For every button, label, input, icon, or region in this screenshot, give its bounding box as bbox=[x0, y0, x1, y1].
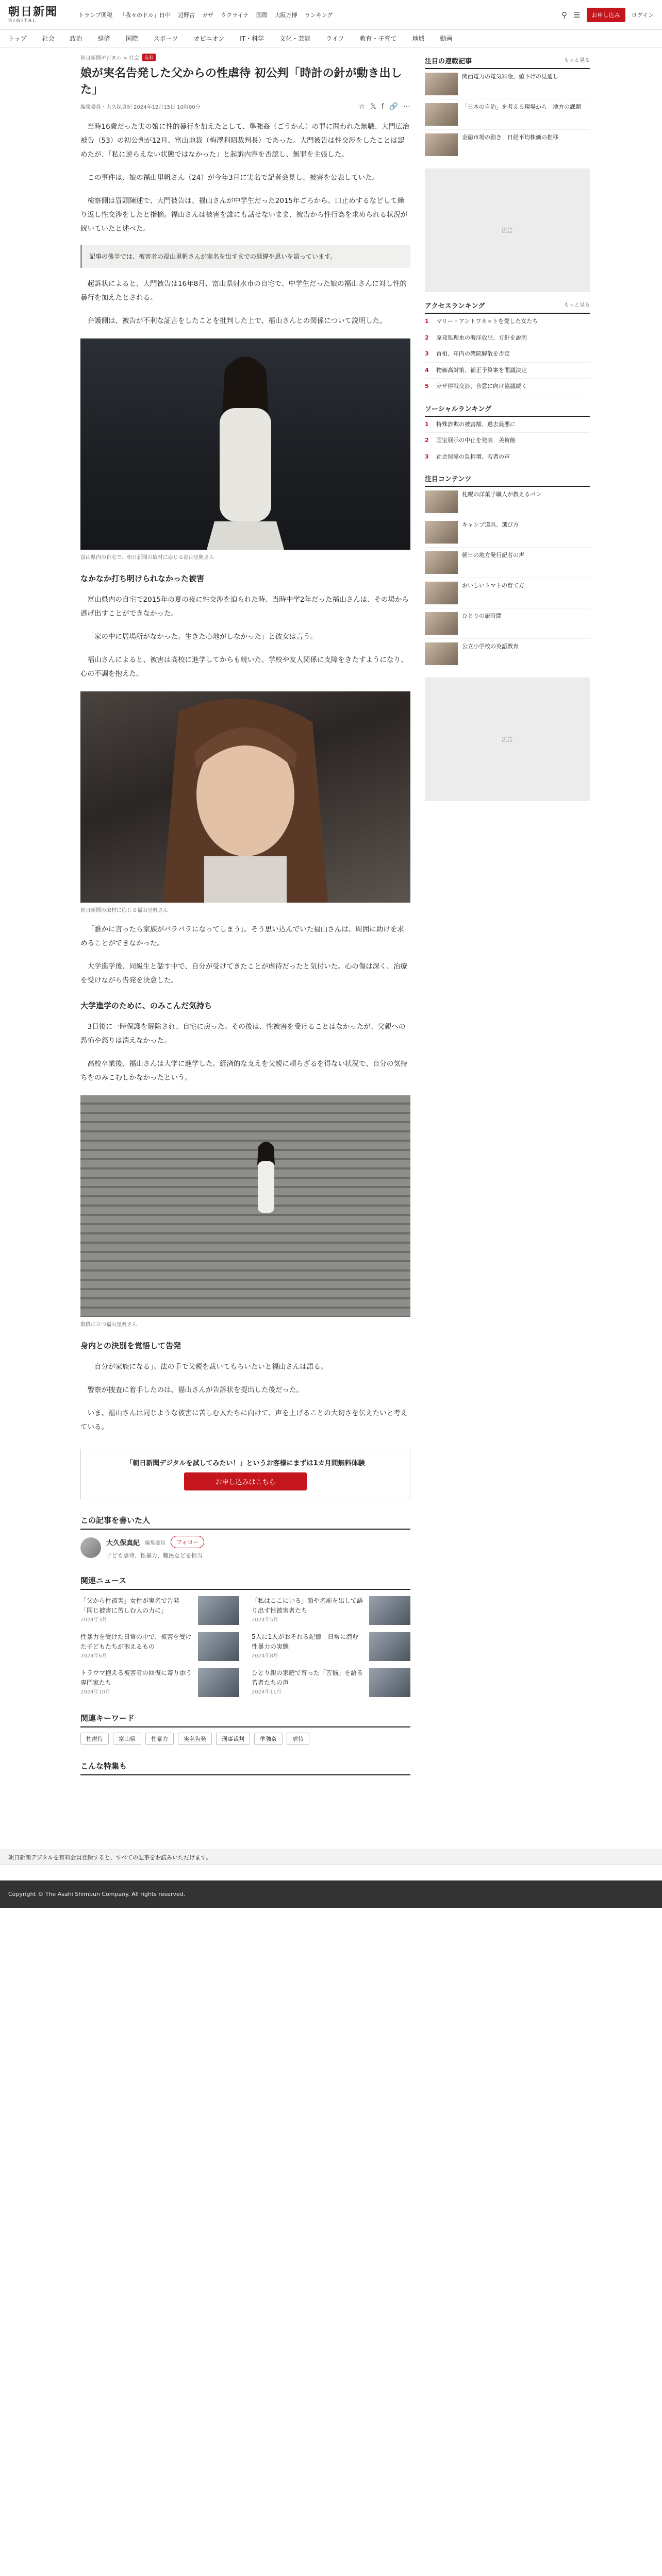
nav-item[interactable]: 文化・芸能 bbox=[279, 35, 311, 42]
copyright-text: Copyright © The Asahi Shimbun Company. All rights reserved. bbox=[8, 1891, 186, 1898]
ranking-text: 首相、年内の衆院解散を否定 bbox=[436, 350, 510, 357]
trial-cta bbox=[80, 1449, 410, 1499]
related-date: 2024年10月 bbox=[80, 1689, 111, 1695]
nav-item[interactable]: 政治 bbox=[70, 35, 82, 42]
ranking-text: マリー・アントワネットを愛した女たち bbox=[436, 318, 538, 325]
nav-item[interactable]: 地域 bbox=[412, 35, 425, 42]
follow-button[interactable]: フォロー bbox=[171, 1536, 204, 1548]
paragraph: 起訴状によると、大門被告は16年8月、富山県射水市の自宅で、中学生だった娘の福山さんに対し性的暴行を加えたとされる。 bbox=[80, 280, 407, 302]
ranking-box bbox=[425, 300, 590, 395]
attention-item[interactable] bbox=[425, 487, 590, 517]
sidebar bbox=[425, 47, 590, 1837]
attention-text: ひとりの旅時間 bbox=[462, 613, 502, 619]
related-item[interactable] bbox=[80, 1632, 239, 1661]
keyword-tag[interactable]: 虐待 bbox=[287, 1733, 309, 1745]
article-main bbox=[8, 47, 410, 1837]
ranking-item[interactable]: 4 物価高対策、補正予算案を閣議決定 bbox=[425, 363, 590, 379]
related-thumb bbox=[369, 1668, 410, 1697]
related-item[interactable] bbox=[80, 1596, 239, 1625]
related-date: 2024年5月 bbox=[252, 1617, 278, 1623]
article-photo-1[interactable] bbox=[80, 338, 410, 561]
attention-item[interactable] bbox=[425, 578, 590, 608]
photo-illustration bbox=[80, 338, 410, 550]
ranking-text: 原発処理水の海洋放出、方針を説明 bbox=[436, 334, 527, 341]
menu-icon[interactable]: ☰ bbox=[573, 10, 581, 20]
keyword-tag[interactable]: 刑事裁判 bbox=[216, 1733, 250, 1745]
paragraph: 当時16歳だった実の娘に性的暴行を加えたとして、準強姦（ごうかん）の罪に問われた無職、大門広治被告（53）の初公判が12月、富山地裁（梅澤利昭裁判長）であった。大門被告は性交渉をしたことは認めたが、「私に逆らえない状態ではなかった」と起訴内容を否認し、無罪を主張した。 bbox=[80, 122, 409, 159]
bookmark-icon[interactable]: ☆ bbox=[358, 102, 366, 111]
nav-item[interactable]: IT・科学 bbox=[240, 35, 264, 42]
breadcrumb bbox=[80, 54, 410, 61]
login-link[interactable]: ログイン bbox=[631, 11, 654, 19]
ranking-item[interactable]: 3 首相、年内の衆院解散を否定 bbox=[425, 346, 590, 363]
trial-signup-button[interactable]: お申し込みはこちら bbox=[184, 1472, 306, 1490]
attention-item[interactable] bbox=[425, 608, 590, 639]
author-role: 編集委員 bbox=[145, 1540, 166, 1546]
photo-caption: 富山県内の自宅で、朝日新聞の取材に応じる福山里帆さん bbox=[80, 555, 214, 561]
author-section-title: この記事を書いた人 bbox=[80, 1515, 410, 1530]
social-text: 社会保障の負担増、若者の声 bbox=[436, 453, 510, 460]
attention-title: 注目コンテンツ bbox=[425, 476, 472, 483]
paragraph: 「誰かに言ったら家族がバラバラになってしまう」。そう思い込んでいた福山さんは、周囲に助けを求めることができなかった。 bbox=[80, 925, 404, 948]
logo-jp: 朝日新聞 bbox=[8, 5, 58, 19]
site-header bbox=[0, 0, 662, 30]
subheading: 大学進学のために、のみこんだ気持ち bbox=[80, 1001, 212, 1011]
pickup-item[interactable] bbox=[425, 99, 590, 130]
hot-link[interactable]: 国際 bbox=[256, 11, 268, 19]
byline-text: 編集委員・大久保真紀 2024年12月15日 10時00分 bbox=[80, 105, 201, 111]
related-item[interactable] bbox=[252, 1632, 410, 1661]
nav-item[interactable]: トップ bbox=[8, 35, 27, 42]
photo-woman-dark bbox=[80, 338, 410, 550]
link-icon[interactable]: 🔗 bbox=[389, 102, 398, 111]
nav-item[interactable]: ライフ bbox=[326, 35, 344, 42]
paragraph: 「自分が家族になる」。法の手で父親を裁いてもらいたいと福山さんは語る。 bbox=[87, 1363, 328, 1371]
keyword-tag[interactable]: 準強姦 bbox=[254, 1733, 283, 1745]
hot-link[interactable]: 大阪万博 bbox=[274, 11, 297, 19]
cta-text: 「朝日新聞デジタルを試してみたい！」というお客様にまずは1カ月間無料体験 bbox=[126, 1460, 365, 1468]
site-footer bbox=[0, 1880, 662, 1908]
attention-thumb bbox=[425, 490, 458, 513]
attention-thumb bbox=[425, 582, 458, 604]
pickup-item[interactable] bbox=[425, 69, 590, 99]
social-item[interactable]: 1 特殊詐欺の被害額、過去最悪に bbox=[425, 417, 590, 433]
subscribe-button[interactable]: お申し込み bbox=[587, 8, 625, 22]
pickup-thumb bbox=[425, 103, 458, 126]
photo-caption: 朝日新聞の取材に応じる福山里帆さん bbox=[80, 908, 168, 914]
hot-link[interactable]: ガザ bbox=[202, 11, 214, 19]
nav-item[interactable]: 国際 bbox=[125, 35, 138, 42]
ad-label: 広告 bbox=[502, 736, 513, 743]
related-text: 性暴力を受けた日常の中で、被害を受けた子どもたちが抱えるもの bbox=[80, 1633, 192, 1651]
facebook-icon[interactable]: f bbox=[381, 102, 384, 111]
photo-illustration bbox=[80, 1095, 410, 1317]
related-text: トラウマ抱える被害者の回復に寄り添う専門家たち bbox=[80, 1669, 192, 1687]
pickup-box bbox=[425, 56, 590, 160]
paragraph: 大学進学後、同級生と話す中で、自分が受けてきたことが虐待だったと気付いた。心の傷は深く、治療を受けながら告発を決意した。 bbox=[80, 962, 407, 985]
hot-link[interactable]: トランプ関税 bbox=[78, 11, 113, 19]
ranking-title: アクセスランキング bbox=[425, 302, 485, 310]
attention-box bbox=[425, 473, 590, 669]
paragraph: 「家の中に居場所がなかった。生きた心地がしなかった」と彼女は言う。 bbox=[87, 633, 317, 641]
related-list bbox=[80, 1596, 410, 1697]
paragraph: 3日後に一時保護を解除され、自宅に戻った。その後は、性被害を受けることはなかったが、父親への恐怖や怒りは消えなかった。 bbox=[80, 1023, 406, 1045]
ad-label: 広告 bbox=[502, 227, 513, 234]
ranking-text: ガザ停戦交渉、合意に向け協議続く bbox=[436, 383, 527, 389]
pickup-text: 金融市場の動き 日経平均株価の推移 bbox=[462, 134, 558, 141]
nav-item[interactable]: 教育・子育て bbox=[359, 35, 397, 42]
attention-text: 公立小学校の英語教育 bbox=[462, 643, 519, 650]
related-text: 「私はここにいる」顔や名前を出して語り出す性被害者たち bbox=[252, 1597, 363, 1615]
photo-illustration bbox=[80, 691, 410, 903]
byline bbox=[80, 103, 410, 111]
paragraph: 富山県内の自宅で2015年の夏の夜に性交渉を迫られた時、当時中学2年だった福山さんは、その場から逃げ出すことができなかった。 bbox=[80, 596, 409, 618]
logo-en: DIGITAL bbox=[8, 18, 38, 24]
category-nav bbox=[0, 30, 662, 47]
search-icon[interactable]: ⚲ bbox=[561, 10, 568, 20]
social-text: 国宝展示の中止を発表 美術館 bbox=[436, 437, 516, 444]
attention-thumb bbox=[425, 642, 458, 665]
keywords-title: 関連キーワード bbox=[80, 1713, 410, 1727]
more-link[interactable]: もっと見る bbox=[564, 302, 590, 308]
pickup-text: 関西電力の電気料金、値下げの見通し bbox=[462, 73, 558, 80]
attention-thumb bbox=[425, 612, 458, 635]
photo-woman-stairs bbox=[80, 1095, 410, 1317]
related-text: 「父から性被害」女性が実名で告発 「同じ被害に苦しむ人の力に」 bbox=[80, 1597, 186, 1615]
feature-title: こんな特集も bbox=[80, 1760, 410, 1775]
pickup-text: 「日本の自治」を考える現場から 地方の課題 bbox=[462, 104, 581, 110]
paragraph: 警察が捜査に着手したのは、福山さんが告訴状を提出した後だった。 bbox=[87, 1386, 303, 1395]
paragraph: 弁護側は、被告が不利な証言をしたことを批判した上で、福山さんとの関係について説明した。 bbox=[87, 317, 387, 326]
breadcrumb-text[interactable]: 朝日新聞デジタル > 社会 bbox=[80, 56, 140, 61]
pickup-thumb bbox=[425, 73, 458, 95]
hot-link[interactable]: ランキング bbox=[304, 11, 333, 19]
nav-item[interactable]: 動画 bbox=[440, 35, 453, 42]
author-name[interactable]: 大久保真紀 bbox=[106, 1539, 140, 1547]
nav-item[interactable]: 経済 bbox=[97, 35, 110, 42]
social-title: ソーシャルランキング bbox=[425, 405, 492, 413]
site-logo[interactable] bbox=[8, 6, 58, 24]
ranking-item[interactable]: 5 ガザ停戦交渉、合意に向け協議続く bbox=[425, 379, 590, 395]
related-date: 2024年11月 bbox=[252, 1689, 282, 1695]
attention-text: おいしいトマトの育て方 bbox=[462, 582, 524, 589]
paragraph: この事件は、娘の福山里帆さん（24）が今年3月に実名で記者会見し、被害を公表していた。 bbox=[87, 173, 379, 182]
article-body bbox=[80, 120, 410, 1434]
paragraph: 高校卒業後、福山さんは大学に進学した。経済的な支えを父親に頼らざるを得ない状況で、自分の気持ちをのみこむしかなかったという。 bbox=[80, 1060, 408, 1082]
hot-link[interactable]: ウクライナ bbox=[221, 11, 249, 19]
attention-text: キャンプ道具、選び方 bbox=[462, 521, 519, 528]
author-description: 子ども虐待、性暴力、難民などを担当 bbox=[106, 1552, 203, 1560]
subheading: なかなか打ち明けられなかった被害 bbox=[80, 574, 205, 584]
avatar[interactable] bbox=[80, 1537, 101, 1558]
paragraph: 福山さんによると、被害は高校に進学してからも続いた。学校や友人関係に支障をきたすようになり、心の不調を抱えた。 bbox=[80, 656, 408, 679]
keyword-tag[interactable]: 性暴力 bbox=[145, 1733, 174, 1745]
article-photo-3[interactable] bbox=[80, 1095, 410, 1328]
paragraph: いま、福山さんは同じような被害に苦しむ人たちに向けて、声を上げることの大切さを伝えたいと考えている。 bbox=[80, 1409, 408, 1432]
keyword-list bbox=[80, 1733, 410, 1745]
social-item[interactable]: 2 国宝展示の中止を発表 美術館 bbox=[425, 433, 590, 449]
social-item[interactable]: 3 社会保障の負担増、若者の声 bbox=[425, 449, 590, 466]
nav-item[interactable]: 社会 bbox=[42, 35, 55, 42]
related-thumb bbox=[198, 1632, 239, 1661]
author-card bbox=[80, 1536, 410, 1560]
social-text: 特殊詐欺の被害額、過去最悪に bbox=[436, 420, 516, 428]
hot-links bbox=[78, 11, 561, 19]
hot-link[interactable]: 「我々のドル」日中 bbox=[120, 11, 171, 19]
related-title: 関連ニュース bbox=[80, 1575, 410, 1590]
social-box bbox=[425, 403, 590, 466]
twitter-icon[interactable]: 𝕏 bbox=[370, 102, 376, 111]
nav-item[interactable]: オピニオン bbox=[193, 35, 225, 42]
ad-banner[interactable] bbox=[425, 677, 590, 801]
attention-text: 朝日の地方発行記者の声 bbox=[462, 552, 524, 558]
nav-item[interactable]: スポーツ bbox=[153, 35, 178, 42]
ranking-item[interactable]: 1 マリー・アントワネットを愛した女たち bbox=[425, 314, 590, 330]
member-notice: 朝日新聞デジタルを有料会員登録すると、すべての記事をお読みいただけます。 bbox=[0, 1850, 662, 1865]
keyword-tag[interactable]: 性虐待 bbox=[80, 1733, 109, 1745]
paragraph: 検察側は冒頭陳述で、大門被告は、福山さんが中学生だった2015年ごろから、口止めするなどして繰り返し性交渉をしたと指摘。福山さんは被害を誰にも話せないまま、被告から性行為を求められる状況が続いていたと述べた。 bbox=[80, 196, 408, 233]
attention-item[interactable] bbox=[425, 548, 590, 578]
related-item[interactable] bbox=[252, 1668, 410, 1697]
related-date: 2024年8月 bbox=[252, 1653, 278, 1659]
article-photo-2[interactable] bbox=[80, 691, 410, 913]
related-thumb bbox=[369, 1596, 410, 1625]
share-buttons bbox=[359, 103, 410, 111]
paid-badge: 有料 bbox=[142, 54, 156, 61]
pickup-title: 注目の連載記事 bbox=[425, 58, 472, 65]
photo-woman-closeup bbox=[80, 691, 410, 903]
attention-text: 札幌の洋菓子職人が教えるパン bbox=[462, 491, 541, 498]
ranking-item[interactable]: 2 原発処理水の海洋放出、方針を説明 bbox=[425, 330, 590, 347]
related-item[interactable] bbox=[80, 1668, 239, 1697]
ad-banner[interactable] bbox=[425, 168, 590, 292]
attention-item[interactable] bbox=[425, 639, 590, 669]
keyword-tag[interactable]: 富山県 bbox=[113, 1733, 141, 1745]
related-item[interactable] bbox=[252, 1596, 410, 1625]
photo-caption: 階段に立つ福山里帆さん bbox=[80, 1322, 137, 1328]
attention-thumb bbox=[425, 521, 458, 544]
more-link[interactable]: もっと見る bbox=[564, 58, 590, 63]
related-date: 2024年3月 bbox=[80, 1617, 107, 1623]
subheading: 身内との決別を覚悟して告発 bbox=[80, 1341, 181, 1351]
attention-thumb bbox=[425, 551, 458, 574]
related-date: 2024年6月 bbox=[80, 1653, 107, 1659]
related-thumb bbox=[369, 1632, 410, 1661]
pickup-thumb bbox=[425, 133, 458, 156]
related-thumb bbox=[198, 1596, 239, 1625]
article-headline: 娘が実名告発した父からの性虐待 初公判「時計の針が動き出した」 bbox=[80, 67, 402, 96]
pickup-item[interactable] bbox=[425, 130, 590, 160]
more-icon[interactable]: ⋯ bbox=[403, 102, 410, 111]
related-text: ひとり親の家庭で育った「苦悩」を語る若者たちの声 bbox=[252, 1669, 363, 1687]
related-text: 5人に1人がおそれる記憶 日常に潜む性暴力の実態 bbox=[252, 1633, 359, 1651]
note-box: 記事の後半では、被害者の福山里帆さんが実名を出すまでの経緯や思いを語っています。 bbox=[80, 245, 410, 268]
attention-item[interactable] bbox=[425, 517, 590, 548]
ranking-text: 物価高対策、補正予算案を閣議決定 bbox=[436, 366, 527, 374]
keyword-tag[interactable]: 実名告発 bbox=[178, 1733, 212, 1745]
related-thumb bbox=[198, 1668, 239, 1697]
hot-link[interactable]: 辺野古 bbox=[178, 11, 195, 19]
